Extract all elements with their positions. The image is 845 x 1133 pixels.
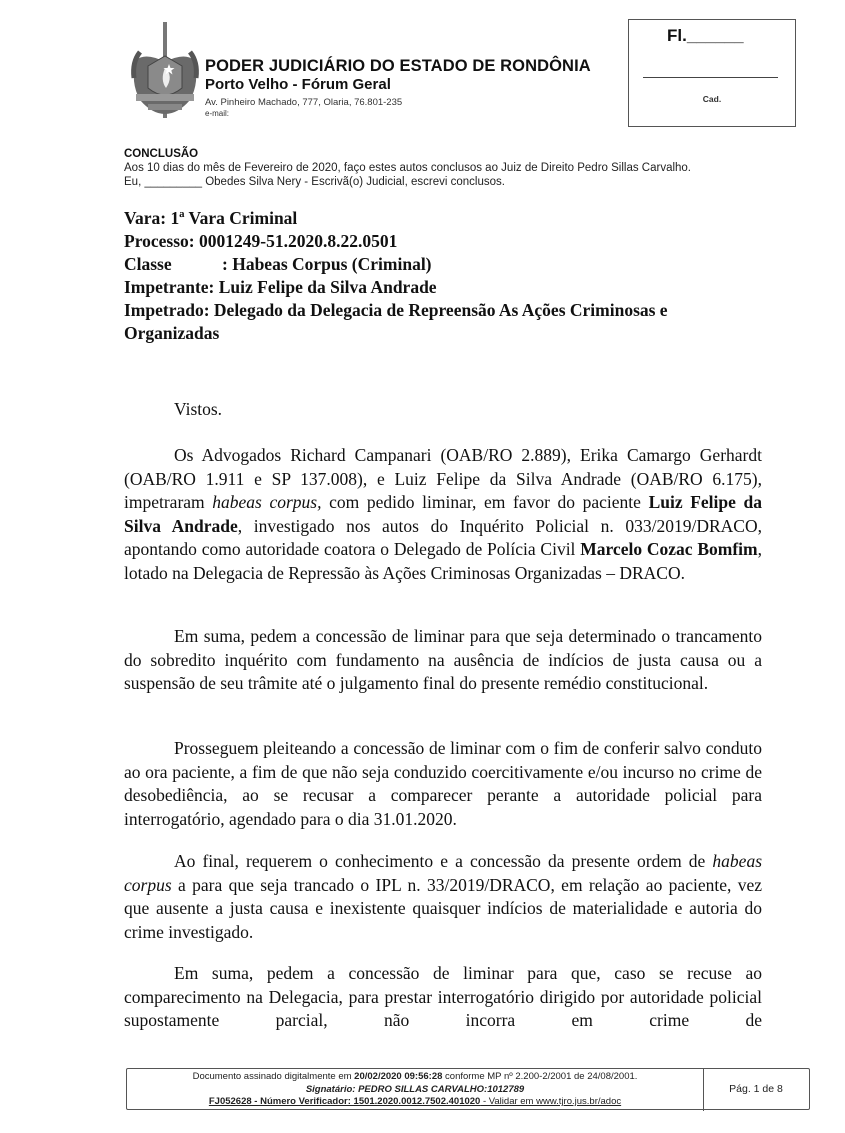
text-run: Ao final, requerem o conhecimento e a concessão da presente ordem de — [174, 851, 713, 871]
page-indicator: Pág. 1 de 8 — [729, 1083, 783, 1095]
body-paragraph — [124, 737, 762, 831]
case-classe — [124, 253, 432, 276]
case-vara: Vara: 1ª Vara Criminal — [124, 208, 298, 228]
text-run: , lotado na Delegacia de Repressão às Ações Criminosas Organizadas – DRACO. — [124, 539, 762, 583]
folio-signature-line — [643, 77, 778, 78]
patient-name: Luiz Felipe da Silva Andrade — [124, 492, 763, 536]
text-run: Os Advogados Richard Campanari (OAB/RO 2.889), Erika Camargo Gerhardt (OAB/RO 1.911 e SP 137.008), e Luiz Felipe da Silva Andrade (OAB/RO 6.175), impetraram — [124, 445, 762, 513]
court-subtitle: Porto Velho - Fórum Geral — [205, 76, 391, 93]
text-run: Em suma, pedem a concessão de liminar para que seja determinado o trancamento do sobredito inquérito com fundamento na ausência de indícios de justa causa ou a suspensão de seu trâmite até o julgamento final do presente remédio constitucional. — [124, 626, 762, 694]
signatory: Signatário: PEDRO SILLAS CARVALHO:1012789 — [305, 1083, 525, 1095]
case-impetrante: Impetrante: Luiz Felipe da Silva Andrade — [124, 277, 437, 297]
text-run: com pedido liminar, em favor do paciente — [321, 492, 649, 513]
case-classe-value: : Habeas Corpus (Criminal) — [222, 254, 432, 274]
validate-link[interactable]: - Validar em www.tjro.jus.br/adoc — [480, 1096, 622, 1107]
text-run: conforme MP nº 2.200-2/2001 de 24/08/2001. — [442, 1071, 638, 1082]
court-title: PODER JUDICIÁRIO DO ESTADO DE RONDÔNIA — [205, 57, 591, 75]
signed-datetime: 20/02/2020 09:56:28 — [354, 1071, 443, 1082]
folio-box — [628, 19, 796, 127]
court-address: Av. Pinheiro Machado, 777, Olaria, 76.801-235 — [205, 97, 403, 108]
vistos-heading: Vistos. — [174, 399, 223, 419]
body-paragraph — [124, 625, 762, 696]
body-paragraph — [124, 444, 762, 586]
text-run: Prosseguem pleiteando a concessão de liminar com o fim de conferir salvo conduto ao ora paciente, a fim de que não seja conduzido coercitivamente e/ou incurso no crime de desobediência, ao se recusar a comparecer perante a autoridade policial para interrogatório, agendado para o dia 31.01.2020. — [124, 738, 762, 829]
text-run-italic: habeas corpus — [124, 851, 762, 895]
body-paragraph — [124, 962, 762, 1033]
text-run: a para que seja trancado o IPL n. 33/2019/DRACO, em relação ao paciente, vez que ausente a justa causa e inexistente quaisquer indícios de materialidade e autoria do crime investigado. — [124, 874, 762, 942]
body-paragraph — [124, 850, 762, 944]
court-email-label: e-mail: — [205, 109, 230, 118]
text-run: Em suma, pedem a concessão de liminar para que, caso se recuse ao comparecimento na Delegacia, para prestar interrogatório dirigido por autoridade policial supostamente parcial, não incorra em crime de — [124, 963, 762, 1031]
folio-label: Fl.______ — [667, 26, 744, 45]
conclusion-line: Eu, _________ Obedes Silva Nery - Escrivã(o) Judicial, escrevi conclusos. — [124, 176, 505, 188]
signatory-line — [127, 1084, 703, 1097]
signature-info — [127, 1069, 704, 1111]
signed-line — [127, 1071, 703, 1084]
conclusion-line: Aos 10 dias do mês de Fevereiro de 2020, faço estes autos conclusos ao Juiz de Direito Pedro Sillas Carvalho. — [124, 162, 692, 174]
case-processo: Processo: 0001249-51.2020.8.22.0501 — [124, 231, 398, 251]
cad-label: Cad. — [702, 94, 722, 104]
case-impetrado: Impetrado: Delegado da Delegacia de Repreensão As Ações Criminosas e Organizadas — [124, 300, 668, 343]
signature-footer — [126, 1068, 810, 1110]
text-run: , investigado nos autos do Inquérito Policial n. 033/2019/DRACO, apontando como autoridade coatora o Delegado de Polícia Civil — [124, 515, 762, 560]
verifier-line — [127, 1096, 703, 1109]
authority-name: Marcelo Cozac Bomfim — [580, 539, 758, 560]
case-classe-label: Classe — [124, 254, 172, 274]
rondonia-coat-of-arms-icon — [126, 22, 204, 118]
verifier-code: FJ052628 - Número Verificador: 1501.2020.0012.7502.401020 — [208, 1096, 481, 1107]
text-run-italic: habeas corpus, — [212, 492, 322, 513]
conclusion-title: CONCLUSÃO — [124, 148, 199, 160]
text-run: Documento assinado digitalmente em — [192, 1071, 355, 1082]
